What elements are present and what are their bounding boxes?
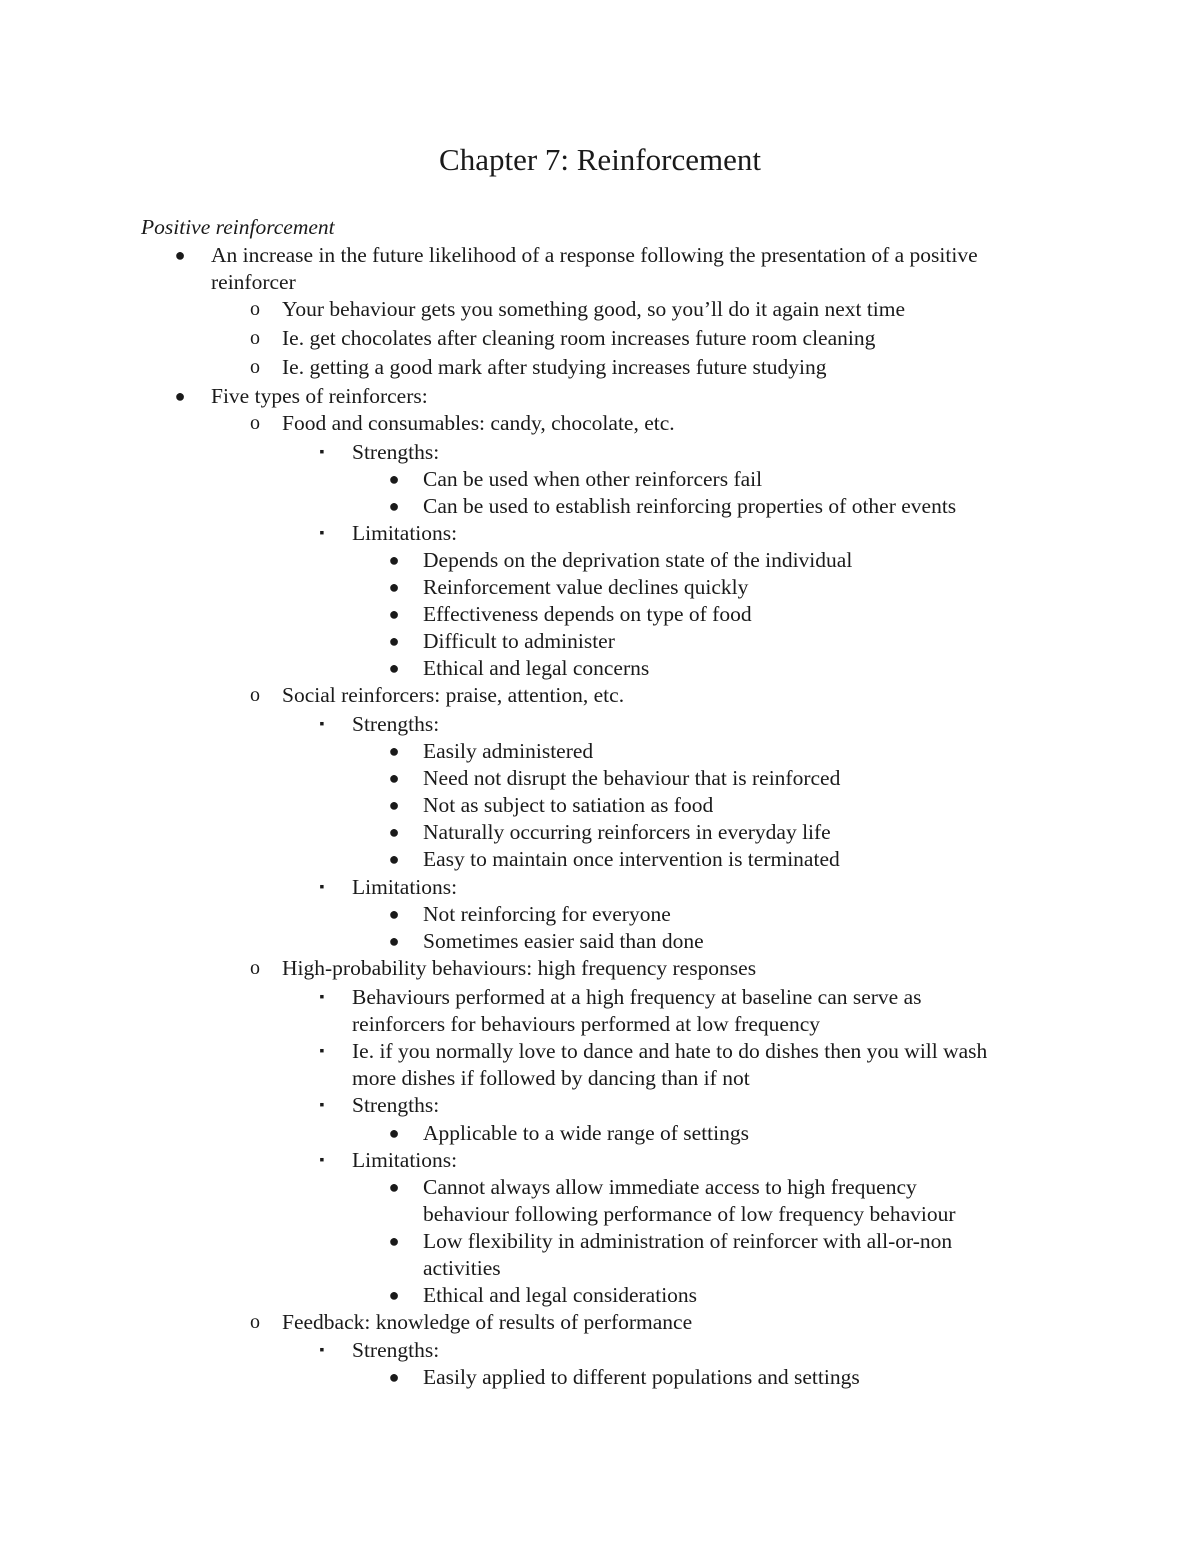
list-item-text: Reinforcement value declines quickly	[423, 575, 749, 599]
section-heading-text: Positive reinforcement	[141, 215, 335, 239]
list-item-text: activities	[423, 1256, 501, 1280]
list-item-text: Food and consumables: candy, chocolate, etc.	[282, 411, 675, 435]
bullet-icon: ●	[388, 849, 400, 869]
list-item-text: behaviour following performance of low frequency behaviour	[423, 1202, 956, 1226]
bullet-icon: ●	[388, 604, 400, 624]
square-bullet-icon: ▪	[319, 445, 325, 460]
bullet-icon: ●	[388, 904, 400, 924]
page-title: Chapter 7: Reinforcement	[439, 142, 761, 177]
list-item-text: Easy to maintain once intervention is terminated	[423, 847, 840, 871]
square-bullet-icon: ▪	[319, 526, 325, 541]
list-item-text: Limitations:	[352, 1148, 458, 1172]
list-item-text: Applicable to a wide range of settings	[423, 1121, 749, 1145]
list-item-text: Ethical and legal concerns	[423, 656, 650, 680]
bullet-icon: ●	[388, 496, 400, 516]
bullet-icon: ●	[388, 550, 400, 570]
square-bullet-icon: ▪	[319, 717, 325, 732]
list-item-text: more dishes if followed by dancing than if not	[352, 1066, 750, 1090]
list-item-text: Cannot always allow immediate access to high frequency	[423, 1175, 917, 1199]
bullet-icon: ●	[388, 795, 400, 815]
list-item-text: Difficult to administer	[423, 629, 615, 653]
list-item-text: Ie. if you normally love to dance and hate to do dishes then you will wash	[352, 1039, 988, 1063]
list-item-text: Strengths:	[352, 440, 440, 464]
list-item-text: Low flexibility in administration of reinforcer with all-or-non	[423, 1229, 953, 1253]
square-bullet-icon: ▪	[319, 990, 325, 1005]
bullet-icon: ●	[174, 245, 186, 265]
bullet-icon: ●	[388, 1285, 400, 1305]
list-item-text: Social reinforcers: praise, attention, etc.	[282, 683, 625, 707]
circle-bullet-icon: o	[250, 412, 260, 434]
bullet-icon: ●	[388, 1367, 400, 1387]
list-item-text: An increase in the future likelihood of a response following the presentation of a positive	[211, 243, 978, 267]
list-item-text: Effectiveness depends on type of food	[423, 602, 752, 626]
bullet-icon: ●	[388, 469, 400, 489]
list-item-text: Naturally occurring reinforcers in everyday life	[423, 820, 831, 844]
list-item-text: Not reinforcing for everyone	[423, 902, 671, 926]
square-bullet-icon: ▪	[319, 1098, 325, 1113]
list-item-text: Need not disrupt the behaviour that is reinforced	[423, 766, 841, 790]
circle-bullet-icon: o	[250, 356, 260, 378]
circle-bullet-icon: o	[250, 1311, 260, 1333]
bullet-icon: ●	[388, 577, 400, 597]
list-item-text: Limitations:	[352, 521, 458, 545]
list-item-text: Easily administered	[423, 739, 594, 763]
bullet-icon: ●	[388, 658, 400, 678]
list-item-text: Can be used when other reinforcers fail	[423, 467, 763, 491]
bullet-icon: ●	[388, 741, 400, 761]
list-item-text: Five types of reinforcers:	[211, 384, 428, 408]
bullet-icon: ●	[388, 1177, 400, 1197]
list-item-text: Strengths:	[352, 712, 440, 736]
list-item-text: Ie. getting a good mark after studying increases future studying	[282, 355, 827, 379]
list-item-text: reinforcer	[211, 270, 296, 294]
circle-bullet-icon: o	[250, 957, 260, 979]
square-bullet-icon: ▪	[319, 1044, 325, 1059]
list-item-text: High-probability behaviours: high frequency responses	[282, 956, 757, 980]
square-bullet-icon: ▪	[319, 880, 325, 895]
list-item-text: Your behaviour gets you something good, so you’ll do it again next time	[282, 297, 906, 321]
list-item-text: Depends on the deprivation state of the individual	[423, 548, 853, 572]
list-item-text: Ethical and legal considerations	[423, 1283, 698, 1307]
circle-bullet-icon: o	[250, 298, 260, 320]
list-item-text: Behaviours performed at a high frequency at baseline can serve as	[352, 985, 922, 1009]
square-bullet-icon: ▪	[319, 1153, 325, 1168]
list-item-text: Strengths:	[352, 1338, 440, 1362]
circle-bullet-icon: o	[250, 684, 260, 706]
bullet-icon: ●	[388, 1231, 400, 1251]
list-item-text: Can be used to establish reinforcing properties of other events	[423, 494, 957, 518]
list-item-text: Feedback: knowledge of results of performance	[282, 1310, 693, 1334]
list-item-text: reinforcers for behaviours performed at low frequency	[352, 1012, 821, 1036]
bullet-icon: ●	[174, 386, 186, 406]
list-item-text: Ie. get chocolates after cleaning room increases future room cleaning	[282, 326, 876, 350]
bullet-icon: ●	[388, 931, 400, 951]
bullet-icon: ●	[388, 768, 400, 788]
circle-bullet-icon: o	[250, 327, 260, 349]
list-item-text: Easily applied to different populations and settings	[423, 1365, 860, 1389]
bullet-icon: ●	[388, 631, 400, 651]
list-item-text: Strengths:	[352, 1093, 440, 1117]
list-item-text: Sometimes easier said than done	[423, 929, 704, 953]
bullet-icon: ●	[388, 1123, 400, 1143]
bullet-icon: ●	[388, 822, 400, 842]
list-item-text: Limitations:	[352, 875, 458, 899]
square-bullet-icon: ▪	[319, 1343, 325, 1358]
list-item-text: Not as subject to satiation as food	[423, 793, 714, 817]
